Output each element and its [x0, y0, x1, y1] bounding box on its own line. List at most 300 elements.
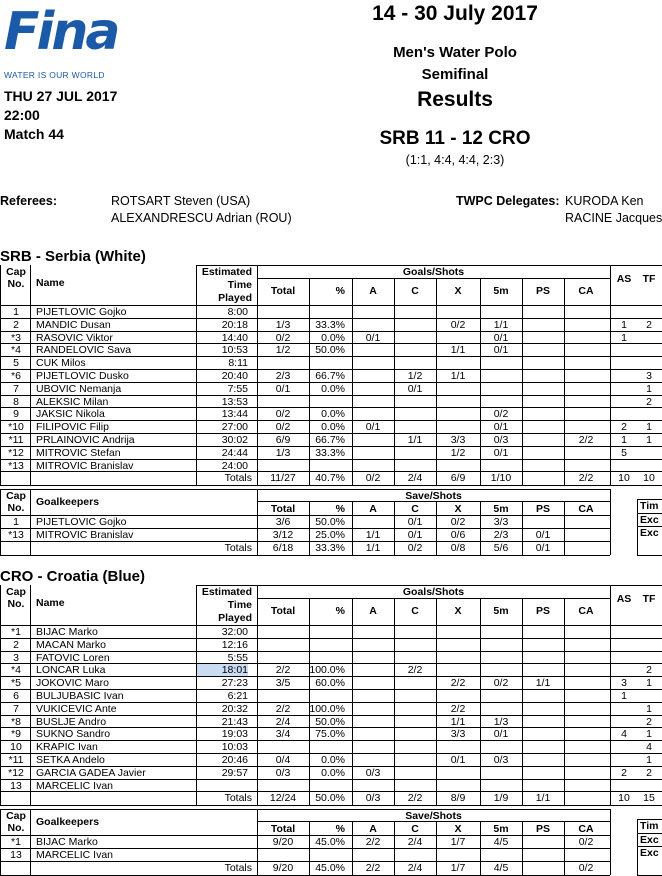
cell-x: 2/2 — [450, 677, 466, 690]
cell-name: MARCELIC Ivan — [36, 779, 114, 792]
cell-total: 0/2 — [275, 421, 291, 434]
table-column-rule — [610, 489, 611, 555]
cell-x: 1/1 — [450, 344, 466, 357]
cell-cap: 13 — [10, 848, 22, 861]
cell-m5: 0/1 — [493, 728, 509, 741]
col-played: Played — [218, 292, 252, 304]
score-line: SRB 11 - 12 CRO — [379, 128, 531, 149]
cell-m5: 1/9 — [493, 792, 509, 804]
player-row — [0, 728, 662, 740]
cell-time: 30:02 — [221, 434, 248, 446]
cell-c: 2/4 — [407, 472, 423, 484]
cell-time: 8:00 — [227, 306, 248, 318]
cell-cap: *8 — [11, 715, 21, 728]
table-column-rule — [394, 821, 395, 875]
cell-cap: 2 — [13, 638, 19, 651]
cell-pct: 0.0% — [321, 766, 345, 779]
cell-cap: *1 — [11, 626, 21, 638]
cell-name: SUKNO Sandro — [36, 728, 111, 741]
col-total: Total — [270, 285, 296, 297]
col-no: No. — [7, 598, 25, 610]
cell-total: 9/20 — [272, 836, 294, 848]
player-row — [0, 690, 662, 702]
table-column-rule — [522, 501, 523, 555]
cell-m5: 1/10 — [490, 472, 512, 484]
gk-col-no: No. — [7, 822, 25, 834]
cell-cap: *6 — [11, 370, 21, 382]
player-row — [0, 332, 662, 344]
cell-tf: 1 — [646, 754, 652, 766]
cell-cap: 3 — [13, 651, 19, 664]
cell-time: 12:16 — [221, 638, 248, 651]
totals-row — [0, 472, 662, 484]
cell-pct: 60.0% — [315, 677, 345, 690]
cell-cap: 6 — [13, 690, 19, 702]
player-row — [0, 306, 662, 318]
cell-m5: 2/3 — [493, 528, 509, 541]
cell-pct: 75.0% — [315, 728, 345, 741]
cell-c: 0/1 — [407, 528, 423, 541]
player-row — [0, 780, 662, 792]
table-column-rule — [394, 501, 395, 555]
cell-as: 5 — [621, 446, 627, 459]
cell-pct: 50.0% — [315, 792, 345, 804]
col-pct: % — [335, 285, 345, 297]
cell-pct: 0.0% — [321, 331, 345, 344]
col-c: C — [411, 605, 419, 617]
gk-totals-row — [0, 862, 662, 874]
cell-pct: 33.3% — [315, 446, 345, 459]
cell-total: 2/3 — [275, 370, 291, 382]
cell-cap: *5 — [11, 677, 21, 690]
cell-total: 0/2 — [275, 331, 291, 344]
cell-total: 9/20 — [272, 862, 294, 874]
cell-time: 19:03 — [221, 728, 248, 741]
col-time: Time — [227, 279, 252, 291]
table-column-rule — [522, 278, 523, 485]
gk-col-c: C — [411, 503, 419, 515]
cell-name: PIJETLOVIC Dusko — [36, 370, 129, 382]
cell-total: 1/3 — [275, 446, 291, 459]
cell-c: 0/1 — [407, 382, 423, 395]
cell-cap: *11 — [8, 754, 24, 766]
cell-as: 2 — [621, 766, 627, 779]
cell-tf: 2 — [646, 395, 652, 408]
cell-pct: 66.7% — [315, 434, 345, 446]
gk-totals-label: Totals — [224, 542, 252, 554]
table-column-rule — [0, 809, 1, 875]
cell-time: 13:53 — [221, 395, 248, 408]
table-column-rule — [309, 501, 310, 555]
table-column-rule — [196, 585, 197, 805]
gk-col-m5: 5m — [493, 823, 509, 835]
cell-ca: 2/2 — [578, 472, 594, 484]
gk-col-name: Goalkeepers — [36, 816, 100, 828]
cell-m5: 0/2 — [493, 408, 509, 421]
cell-time: 27:23 — [221, 677, 248, 690]
cell-total: 1/2 — [275, 344, 291, 357]
table-rule — [637, 555, 662, 556]
col-ca: CA — [578, 605, 594, 617]
cell-cap: *13 — [8, 459, 24, 472]
cell-name: BIJAC Marko — [36, 626, 98, 638]
cell-cap: 10 — [10, 741, 22, 754]
cell-pct: 0.0% — [321, 408, 345, 421]
delegates-label: TWPC Delegates: — [456, 194, 560, 208]
goalkeeper-row — [0, 516, 662, 528]
cell-name: PRLAINOVIC Andrija — [36, 434, 135, 446]
cell-a: 0/1 — [365, 331, 381, 344]
cell-name: JOKOVIC Maro — [36, 677, 109, 690]
col-tf: TF — [642, 273, 656, 285]
cell-tf: 1 — [646, 677, 652, 690]
referee-2: ALEXANDRESCU Adrian (ROU) — [111, 211, 292, 225]
cell-total: 3/4 — [275, 728, 291, 741]
cell-total: 2/2 — [275, 664, 291, 677]
cell-a: 0/2 — [365, 472, 381, 484]
cell-m5: 0/1 — [493, 344, 509, 357]
gk-col-total: Total — [270, 503, 296, 515]
cell-c: 1/2 — [407, 370, 423, 382]
cell-pct: 0.0% — [321, 421, 345, 434]
cell-name: VUKICEVIC Ante — [36, 702, 117, 715]
player-row — [0, 421, 662, 433]
cell-ps: 1/1 — [535, 677, 551, 690]
cell-name: FILIPOVIC Filip — [36, 421, 109, 434]
col-name: Name — [36, 597, 65, 609]
player-row — [0, 370, 662, 382]
table-column-rule — [480, 598, 481, 805]
cell-x: 0/8 — [450, 542, 466, 554]
cell-m5: 3/3 — [493, 516, 509, 528]
col-x: X — [454, 285, 462, 297]
table-rule — [0, 805, 662, 806]
cell-ca: 0/2 — [578, 862, 594, 874]
col-m5: 5m — [493, 605, 509, 617]
cell-x: 3/3 — [450, 434, 466, 446]
side-exc-label-2: Exc — [640, 527, 659, 539]
col-ps: PS — [535, 285, 550, 297]
cell-x: 3/3 — [450, 728, 466, 741]
cell-name: MARCELIC Ivan — [36, 848, 114, 861]
gk-col-ca: CA — [578, 503, 594, 515]
cell-time[interactable]: 18:01 — [196, 664, 248, 676]
cell-m5: 0/3 — [493, 754, 509, 766]
cell-name: MANDIC Dusan — [36, 318, 111, 331]
player-row — [0, 408, 662, 420]
table-column-rule — [436, 598, 437, 805]
col-x: X — [454, 605, 462, 617]
cell-as: 3 — [621, 677, 627, 690]
cell-x: 1/1 — [450, 370, 466, 382]
player-row — [0, 434, 662, 446]
cell-time: 20:32 — [221, 702, 248, 715]
cell-name: MACAN Marko — [36, 638, 107, 651]
cell-tf: 1 — [646, 421, 652, 434]
cell-pct: 40.7% — [315, 472, 345, 484]
cell-time: 24:44 — [221, 446, 248, 459]
event-name: Men's Water Polo — [393, 44, 517, 61]
player-row — [0, 754, 662, 766]
table-column-rule — [522, 598, 523, 805]
col-save-shots: Save/Shots — [405, 490, 462, 502]
quarter-scores: (1:1, 4:4, 4:4, 2:3) — [405, 153, 505, 167]
table-column-rule — [0, 265, 1, 485]
cell-tf: 2 — [646, 766, 652, 779]
col-cap: Cap — [6, 586, 26, 598]
cell-tf: 2 — [646, 318, 652, 331]
match-time: 22:00 — [4, 107, 40, 123]
col-save-shots: Save/Shots — [405, 810, 462, 822]
document-title: Results — [417, 88, 493, 111]
cell-cap: 1 — [13, 516, 19, 528]
table-column-rule — [30, 809, 31, 875]
cell-total: 6/18 — [272, 542, 294, 554]
cell-name: CUK Milos — [36, 357, 86, 370]
cell-cap: 7 — [13, 382, 19, 395]
table-column-rule — [352, 501, 353, 555]
cell-tf: 3 — [646, 370, 652, 382]
col-as: AS — [616, 593, 632, 605]
match-day: THU 27 JUL 2017 — [4, 88, 118, 104]
cell-total: 0/3 — [275, 766, 291, 779]
cell-time: 29:57 — [221, 766, 248, 779]
cell-x: 0/2 — [450, 318, 466, 331]
cell-time: 8:11 — [228, 357, 248, 370]
gk-col-x: X — [454, 503, 462, 515]
cro-team-title: CRO - Croatia (Blue) — [0, 568, 146, 585]
cell-pct: 50.0% — [315, 715, 345, 728]
gk-col-pct: % — [335, 503, 345, 515]
col-pct: % — [335, 605, 345, 617]
player-row — [0, 357, 662, 369]
cell-time: 20:18 — [221, 318, 248, 331]
table-column-rule — [564, 501, 565, 555]
cell-x: 0/1 — [450, 754, 466, 766]
cell-cap: 8 — [13, 395, 19, 408]
cell-a: 1/1 — [365, 542, 381, 554]
player-row — [0, 664, 662, 676]
referee-1: ROTSART Steven (USA) — [111, 194, 251, 208]
cell-cap: *4 — [11, 664, 21, 677]
col-goals-shots: Goals/Shots — [402, 586, 465, 598]
cell-total: 6/9 — [275, 434, 291, 446]
cell-time: 13:44 — [221, 408, 248, 421]
cell-a: 0/3 — [365, 766, 381, 779]
goalkeeper-row — [0, 529, 662, 541]
cell-as: 4 — [621, 728, 627, 741]
cell-total: 2/2 — [275, 702, 291, 715]
cell-total: 0/2 — [275, 408, 291, 421]
cell-cap: 7 — [13, 702, 19, 715]
cell-pct: 25.0% — [315, 528, 345, 541]
cell-x: 6/9 — [450, 472, 466, 484]
table-column-rule — [637, 819, 638, 875]
cell-total: 1/3 — [275, 318, 291, 331]
cell-cap: 2 — [13, 318, 19, 331]
cell-tf: 2 — [646, 715, 652, 728]
gk-col-no: No. — [7, 502, 25, 514]
cell-a: 2/2 — [365, 836, 381, 848]
gk-col-x: X — [454, 823, 462, 835]
table-column-rule — [637, 499, 638, 555]
cell-cap: *13 — [8, 528, 24, 541]
cell-cap: *10 — [8, 421, 24, 434]
goalkeeper-row — [0, 836, 662, 848]
cell-x: 1/1 — [450, 715, 466, 728]
col-ca: CA — [578, 285, 594, 297]
cell-ca: 2/2 — [578, 434, 594, 446]
table-column-rule — [480, 501, 481, 555]
table-column-rule — [257, 489, 258, 555]
table-column-rule — [436, 278, 437, 485]
gk-col-ps: PS — [535, 823, 550, 835]
cell-c: 0/2 — [407, 542, 423, 554]
cell-tf: 15 — [643, 792, 655, 804]
totals-row — [0, 792, 662, 804]
cell-cap: 1 — [13, 306, 19, 318]
cell-as: 1 — [621, 434, 627, 446]
cell-c: 2/2 — [407, 792, 423, 804]
cell-total: 3/6 — [275, 516, 291, 528]
cell-m5: 0/1 — [493, 421, 509, 434]
cell-tf: 10 — [643, 472, 655, 484]
cell-cap: 9 — [13, 408, 19, 421]
cell-pct: 0.0% — [321, 754, 345, 766]
table-column-rule — [309, 278, 310, 485]
cell-m5: 0/1 — [493, 446, 509, 459]
cell-name: RANDELOVIC Sava — [36, 344, 132, 357]
cell-as: 2 — [621, 421, 627, 434]
col-m5: 5m — [493, 285, 509, 297]
cell-total: 3/12 — [272, 528, 294, 541]
gk-col-c: C — [411, 823, 419, 835]
cell-m5: 4/5 — [493, 836, 509, 848]
cell-x: 2/2 — [450, 702, 466, 715]
cell-total: 3/5 — [275, 677, 291, 690]
cell-ps: 0/1 — [535, 542, 551, 554]
player-row — [0, 319, 662, 331]
fina-logo: Fina — [4, 2, 118, 62]
cell-time: 32:00 — [221, 626, 248, 638]
player-row — [0, 396, 662, 408]
goalkeeper-row — [0, 849, 662, 861]
gk-col-a: A — [369, 503, 377, 515]
cell-name: JAKSIC Nikola — [36, 408, 105, 421]
cell-as: 10 — [618, 792, 630, 804]
col-total: Total — [270, 605, 296, 617]
gk-col-name: Goalkeepers — [36, 496, 100, 508]
cell-total: 0/4 — [275, 754, 291, 766]
cell-name: GARCIA GADEA Javier — [36, 766, 146, 779]
table-column-rule — [257, 809, 258, 875]
cell-total: 11/27 — [270, 472, 296, 484]
cell-time: 7:55 — [227, 382, 248, 395]
cell-name: KRAPIC Ivan — [36, 741, 98, 754]
cell-pct: 33.3% — [315, 542, 345, 554]
totals-label: Totals — [224, 792, 252, 804]
cell-tf: 1 — [646, 382, 652, 395]
col-ps: PS — [535, 605, 550, 617]
col-a: A — [369, 285, 377, 297]
table-column-rule — [0, 489, 1, 555]
cell-m5: 0/1 — [493, 331, 509, 344]
cell-pct: 100.0% — [309, 702, 345, 715]
cell-cap: *9 — [11, 728, 21, 741]
cell-tf: 1 — [646, 728, 652, 741]
gk-col-cap: Cap — [6, 490, 26, 502]
cell-time: 10:03 — [221, 741, 248, 754]
cell-total: 0/1 — [275, 382, 291, 395]
cell-cap: *1 — [11, 836, 21, 848]
player-row — [0, 344, 662, 356]
cell-time: 20:46 — [221, 754, 248, 766]
cell-cap: *4 — [11, 344, 21, 357]
cell-pct: 45.0% — [315, 836, 345, 848]
cell-x: 0/2 — [450, 516, 466, 528]
gk-col-cap: Cap — [6, 810, 26, 822]
table-column-rule — [610, 809, 611, 875]
cell-time: 6:21 — [227, 690, 248, 702]
cell-time: 21:43 — [221, 715, 248, 728]
event-phase: Semifinal — [421, 66, 489, 83]
cell-name: BUSLJE Andro — [36, 715, 107, 728]
cell-name: LONCAR Luka — [36, 664, 106, 677]
gk-col-ps: PS — [535, 503, 550, 515]
gk-totals-row — [0, 542, 662, 554]
table-column-rule — [564, 821, 565, 875]
table-column-rule — [309, 821, 310, 875]
gk-col-ca: CA — [578, 823, 594, 835]
col-name: Name — [36, 277, 65, 289]
col-tf: TF — [642, 593, 656, 605]
cell-cap: *3 — [11, 331, 21, 344]
cell-m5: 0/3 — [493, 434, 509, 446]
col-time: Time — [227, 599, 252, 611]
delegate-2: RACINE Jacques — [565, 211, 662, 225]
table-column-rule — [30, 585, 31, 805]
cell-time: 20:40 — [221, 370, 248, 382]
cell-name: MITROVIC Stefan — [36, 446, 121, 459]
cell-tf: 1 — [646, 702, 652, 715]
table-column-rule — [30, 489, 31, 555]
table-column-rule — [610, 265, 611, 485]
cell-name: UBOVIC Nemanja — [36, 382, 122, 395]
cell-x: 1/2 — [450, 446, 466, 459]
cell-c: 2/4 — [407, 862, 423, 874]
player-row — [0, 652, 662, 664]
cell-name: MITROVIC Branislav — [36, 459, 134, 472]
cell-m5: 1/1 — [493, 318, 509, 331]
event-dates: 14 - 30 July 2017 — [372, 2, 538, 25]
cell-cap: 5 — [13, 357, 19, 370]
cell-x: 0/6 — [450, 528, 466, 541]
cell-pct: 100.0% — [309, 664, 345, 677]
cell-time: 27:00 — [221, 421, 248, 434]
table-column-rule — [352, 278, 353, 485]
cell-tf: 4 — [646, 741, 652, 754]
col-c: C — [411, 285, 419, 297]
table-column-rule — [309, 598, 310, 805]
cell-as: 10 — [618, 472, 630, 484]
cell-m5: 5/6 — [493, 542, 509, 554]
player-row — [0, 677, 662, 689]
table-column-rule — [564, 598, 565, 805]
cell-ps: 1/1 — [535, 792, 551, 804]
cell-name: SETKA Andelo — [36, 754, 105, 766]
table-column-rule — [352, 821, 353, 875]
cell-name: PIJETLOVIC Gojko — [36, 516, 127, 528]
